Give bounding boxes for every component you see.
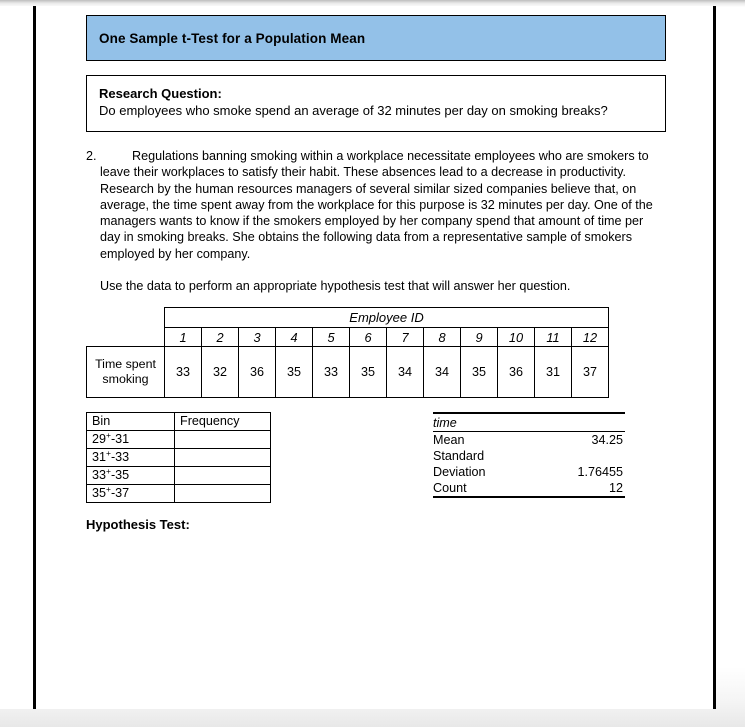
employee-id-cell: 10 [498,328,535,347]
employee-data-table [86,307,609,398]
bin-frequency-table [86,412,271,503]
employee-id-cell: 2 [202,328,239,347]
research-question-text: Do employees who smoke spend an average of 32 minutes per day on smoking breaks? [99,103,608,118]
table-row-header [433,413,625,432]
employee-data-table-wrapper [86,307,666,398]
table-row-ids [87,328,609,347]
page-title: One Sample t-Test for a Population Mean [99,30,366,46]
spacer-cell [87,328,165,347]
time-value-cell: 36 [498,347,535,398]
table-row [87,467,271,485]
employee-id-group-header: Employee ID [165,308,609,328]
table-row-group-header [87,308,609,328]
table-row [433,448,625,464]
employee-id-cell: 11 [535,328,572,347]
bin-high: -33 [110,450,130,465]
stat-label-mean: Mean [433,433,465,448]
table-row [87,431,271,449]
stat-value-count: 12 [529,480,625,497]
employee-id-cell: 3 [239,328,276,347]
bin-superscript: + [106,483,111,494]
table-row [433,464,625,480]
employee-id-cell: 1 [165,328,202,347]
time-value-cell: 33 [313,347,350,398]
document-page [36,6,713,709]
bin-header: Bin [87,413,175,431]
time-value-cell: 31 [535,347,572,398]
bin-table-column [86,412,348,503]
stat-label-deviation: Deviation [433,465,486,480]
table-row-values [87,347,609,398]
bin-label-cell [87,431,175,449]
time-value-cell: 37 [572,347,609,398]
employee-id-cell: 5 [313,328,350,347]
summary-stats-column [348,412,625,498]
stats-header-time: time [433,413,625,432]
table-row [433,480,625,497]
employee-id-cell: 4 [276,328,313,347]
frequency-input-cell[interactable] [175,431,271,449]
table-row-header [87,413,271,431]
employee-id-cell: 6 [350,328,387,347]
time-value-cell: 35 [350,347,387,398]
page-content [86,15,666,532]
table-row [87,485,271,503]
spacer-cell [87,308,165,328]
employee-id-cell: 9 [461,328,498,347]
bin-superscript: + [106,447,111,458]
stat-label-count: Count [433,480,529,497]
instruction-text: Use the data to perform an appropriate hypothesis test that will answer her question. [100,279,571,294]
time-value-cell: 32 [202,347,239,398]
page-left-margin-rule [0,6,36,709]
title-banner [86,15,666,61]
employee-id-cell: 8 [424,328,461,347]
bin-low: 29 [92,432,107,447]
bin-superscript: + [106,465,111,476]
summary-statistics-table [433,412,625,498]
frequency-input-cell[interactable] [175,449,271,467]
table-row [87,449,271,467]
problem-number: 2. [86,149,97,163]
stat-value-standard [529,448,625,464]
time-value-cell: 34 [387,347,424,398]
bin-label-cell [87,485,175,503]
frequency-input-cell[interactable] [175,485,271,503]
research-question-label: Research Question: [99,86,222,101]
problem-text: Regulations banning smoking within a workplace necessitate employees who are smokers to leave their workplaces to satisfy their habit. These absences lead to a decrease in productivity. Research by the human resources managers of several similar sized companies believe that, on average, the time spent away from the workplace for this purpose is 32 minutes per day. One of the managers wants to know if the smokers employed by her company spend that amount of time per day in smoking breaks. She obtains the following data from a representative sample of smokers employed by her company. [100,149,653,261]
bin-low: 35 [92,486,107,501]
bin-low: 31 [92,450,107,465]
time-value-cell: 33 [165,347,202,398]
lower-section [86,412,666,503]
time-value-cell: 34 [424,347,461,398]
employee-id-cell: 7 [387,328,424,347]
bin-label-cell [87,449,175,467]
row-label-time-spent-smoking: Time spent smoking [87,347,165,398]
table-row [433,432,625,449]
bin-label-cell [87,467,175,485]
bin-superscript: + [106,429,111,440]
research-question-box [86,75,666,132]
stat-label-standard: Standard [433,449,485,464]
stat-value-mean: 34.25 [591,433,623,448]
time-value-cell: 35 [276,347,313,398]
stat-value-deviation: 1.76455 [577,465,623,480]
bin-high: -35 [110,468,130,483]
bin-low: 33 [92,468,107,483]
time-value-cell: 35 [461,347,498,398]
employee-id-cell: 12 [572,328,609,347]
bin-high: -31 [110,432,130,447]
frequency-header: Frequency [175,413,271,431]
time-value-cell: 36 [239,347,276,398]
page-right-margin-rule [713,6,716,709]
bin-high: -37 [110,486,130,501]
problem-paragraph [86,148,666,262]
frequency-input-cell[interactable] [175,467,271,485]
hypothesis-test-heading: Hypothesis Test: [86,517,190,533]
